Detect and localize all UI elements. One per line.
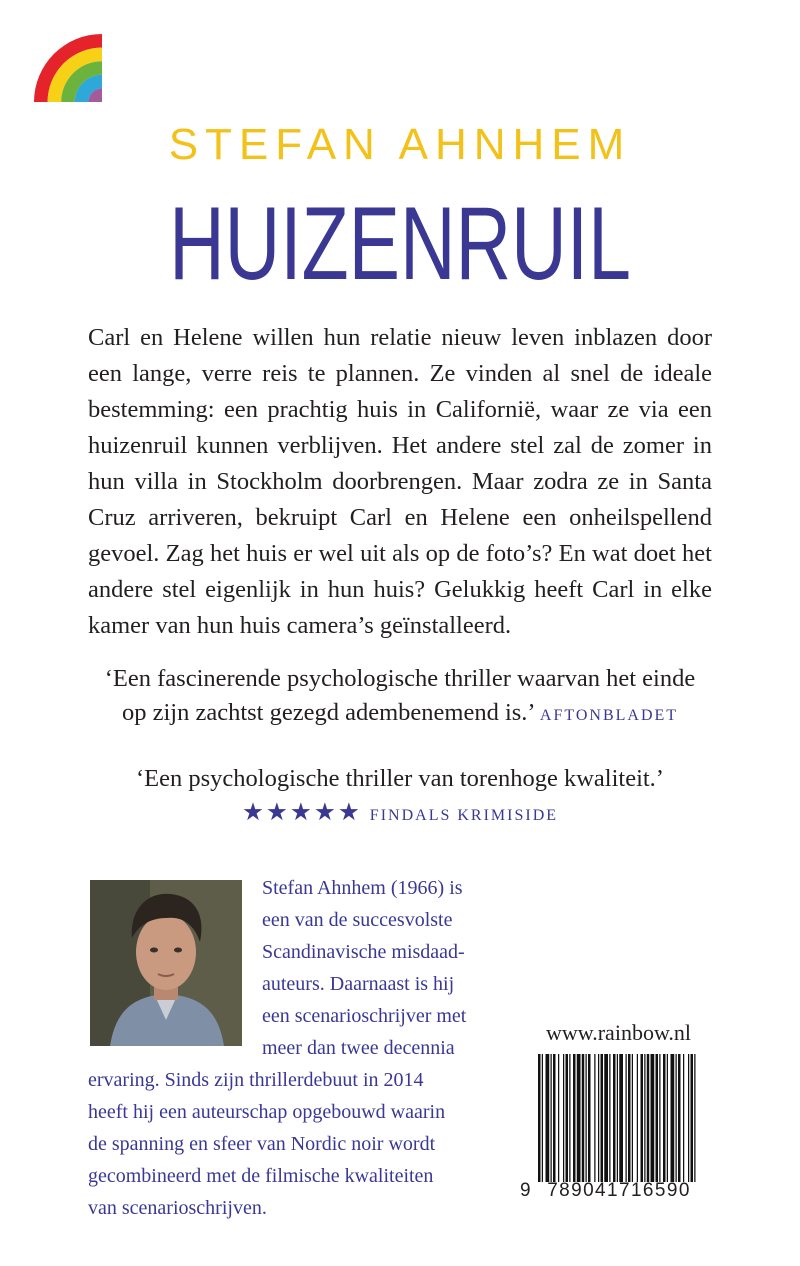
barcode-bar <box>582 1054 585 1182</box>
review-quote-1 <box>60 662 740 733</box>
barcode-bar <box>651 1054 655 1182</box>
barcode-bar <box>691 1054 694 1182</box>
barcode-bar <box>586 1054 587 1182</box>
barcode-bar <box>656 1054 659 1182</box>
barcode-bar <box>678 1054 681 1182</box>
bio-line: gecombineerd met de filmische kwaliteiten <box>88 1165 434 1187</box>
bio-line: auteurs. Daarnaast is hij <box>262 973 455 995</box>
barcode-bar <box>641 1054 644 1182</box>
author-name: STEFAN AHNHEM <box>168 120 632 169</box>
barcode-bar <box>688 1054 689 1182</box>
barcode-bar <box>667 1054 668 1182</box>
barcode-bar <box>542 1054 543 1182</box>
barcode-bar <box>598 1054 599 1182</box>
barcode-bar <box>577 1054 581 1182</box>
barcode-bar <box>644 1054 645 1182</box>
review-quote-2 <box>60 762 740 833</box>
review-quote-1-line2: op zijn zachtst gezegd adembenemend is.’ <box>121 699 534 726</box>
barcode-bar <box>628 1054 631 1182</box>
barcode-bar <box>563 1054 564 1182</box>
publisher-website[interactable]: www.rainbow.nl <box>546 1020 692 1045</box>
barcode-bar <box>613 1054 616 1182</box>
barcode-bar <box>647 1054 650 1182</box>
review-source-2: FINDALS KRIMISIDE <box>369 807 559 824</box>
bio-line: een van de succesvolste <box>262 909 453 931</box>
barcode-bar <box>538 1054 541 1182</box>
barcode-bar <box>604 1054 608 1182</box>
bio-line: heeft hij een auteurschap opgebouwd waarin <box>88 1101 446 1123</box>
rainbow-logo-icon <box>34 34 102 102</box>
blurb-text: Carl en Helene willen hun relatie nieuw leven inblazen door een lange, verre reis te plannen. Ze vinden al snel de ideale bestemming: een prachtig huis in Californië, waar ze via een huizenruil kunnen verblijven. Het andere stel zal de zomer in hun villa in Stockholm doorbrengen. Maar zodra ze in Santa Cruz arriveren, bekruipt Carl en Helene een onheilspellend gevoel. Zag het huis er wel uit als op de foto’s? En wat doet het andere stel eigenlijk in hun huis? Gelukkig heeft Carl in elke kamer van hun huis camera’s geïnstalleerd. <box>88 324 712 639</box>
barcode-bar <box>566 1054 569 1182</box>
bio-line: Scandinavische misdaad- <box>262 941 465 963</box>
isbn-number <box>520 1180 704 1202</box>
barcode-bar <box>588 1054 591 1182</box>
bio-line: Stefan Ahnhem (1966) is <box>262 877 463 899</box>
barcode-bar <box>609 1054 610 1182</box>
barcode-bar <box>663 1054 666 1182</box>
barcode-bar <box>676 1054 677 1182</box>
barcode-icon <box>536 1054 700 1182</box>
barcode-bar <box>619 1054 623 1182</box>
barcode-bar <box>569 1054 570 1182</box>
barcode-bar <box>659 1054 660 1182</box>
barcode-bar <box>553 1054 556 1182</box>
review-quote-1-line1: ‘Een fascinerende psychologische thriller waarvan het einde <box>104 665 696 692</box>
barcode-bar <box>632 1054 633 1182</box>
barcode-bar <box>683 1054 684 1182</box>
bio-line: een scenarioschrijver met <box>262 1005 467 1027</box>
review-source-1: AFTONBLADET <box>539 707 679 724</box>
isbn-digits: 789041716590 <box>547 1180 691 1201</box>
barcode-bar <box>573 1054 576 1182</box>
barcode-bar <box>626 1054 627 1182</box>
bio-line: van scenarioschrijven. <box>88 1197 267 1219</box>
barcode-bar <box>637 1054 638 1182</box>
rating-stars-icon: ★★★★★ <box>241 799 362 826</box>
barcode-bar <box>694 1054 695 1182</box>
bio-line: de spanning en sfeer van Nordic noir wordt <box>88 1133 436 1155</box>
barcode-bar <box>617 1054 618 1182</box>
bio-line: ervaring. Sinds zijn thrillerdebuut in 2014 <box>88 1069 424 1091</box>
barcode-bar <box>558 1054 559 1182</box>
barcode-bar <box>671 1054 675 1182</box>
barcode-bar <box>594 1054 595 1182</box>
book-title: HUIZENRUIL <box>169 186 631 302</box>
barcode-bar <box>551 1054 552 1182</box>
isbn-first-digit: 9 <box>520 1180 532 1201</box>
barcode-bar <box>546 1054 550 1182</box>
bio-line: meer dan twee decennia <box>262 1037 455 1059</box>
author-bio <box>88 872 468 1224</box>
review-quote-2-text: ‘Een psychologische thriller van torenhoge kwaliteit.’ <box>136 765 664 792</box>
barcode-bar <box>601 1054 604 1182</box>
